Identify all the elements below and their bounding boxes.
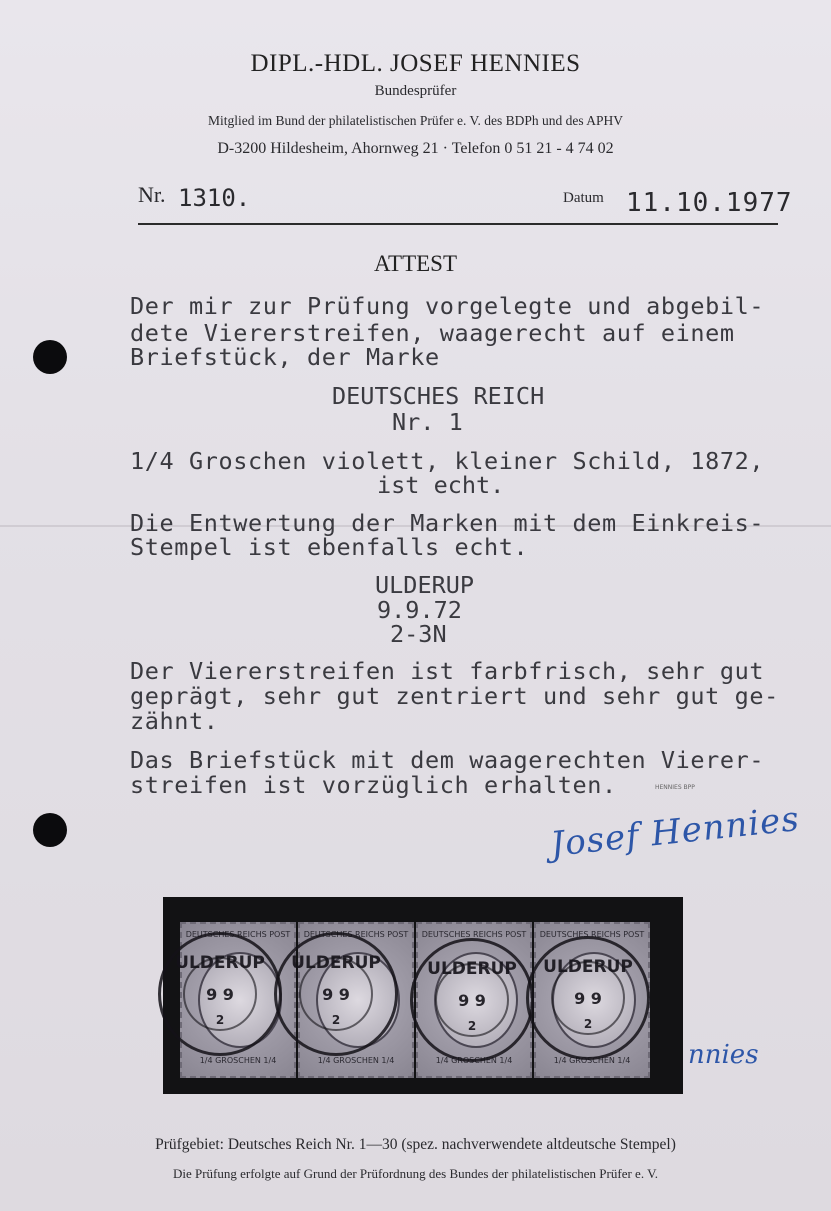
postmark <box>410 938 534 1062</box>
paragraph-line: Stempel ist ebenfalls echt. <box>130 533 529 561</box>
date-value: 11.10.1977 <box>626 188 793 218</box>
document-heading: ATTEST <box>373 251 458 276</box>
catalog-number: Nr. 1 <box>392 408 463 436</box>
genuine-line: ist echt. <box>377 471 505 499</box>
expert-name: DIPL.-HDL. JOSEF HENNIES <box>250 50 581 77</box>
footer-scope: Prüfgebiet: Deutsches Reich Nr. 1—30 (spez. nachverwendete altdeutsche Stempel) <box>155 1136 676 1153</box>
paragraph-line: zähnt. <box>130 707 219 735</box>
paragraph-line: Die Entwertung der Marken mit dem Einkreis- <box>130 509 765 537</box>
stamp-top-text: DEUTSCHES REICHS POST <box>539 930 645 939</box>
stamp-description: 1/4 Groschen violett, kleiner Schild, 1872, <box>130 447 765 475</box>
postmark <box>526 936 650 1060</box>
stamp-top-text: DEUTSCHES REICHS POST <box>303 930 409 939</box>
paragraph-line: Der mir zur Prüfung vorgelegte und abgebil- <box>130 292 765 320</box>
postmark-date: 9 9 <box>458 991 486 1010</box>
address-line: D-3200 Hildesheim, Ahornweg 21 · Telefon 0 51 21 - 4 74 02 <box>217 140 614 157</box>
postmark-place: ULDERUP <box>291 953 381 973</box>
postmark <box>158 932 282 1056</box>
postmark-year: 2 <box>583 1017 593 1031</box>
punch-hole-bottom <box>33 813 67 847</box>
stamp-value-text: 1/4 GROSCHEN 1/4 <box>435 1056 513 1065</box>
stamp-top-text: DEUTSCHES REICHS POST <box>185 930 291 939</box>
certificate-number: 1310. <box>178 184 251 212</box>
membership-line: Mitglied im Bund der philatelistischen Prüfer e. V. des BDPh und des APHV <box>208 113 623 128</box>
postmark-date: 9 9 <box>322 985 350 1004</box>
photo-signature: nnies <box>688 1040 759 1070</box>
paragraph-line: Das Briefstück mit dem waagerechten Vierer- <box>130 746 765 774</box>
expert-title: Bundesprüfer <box>374 83 457 99</box>
paragraph-line: geprägt, sehr gut zentriert und sehr gut ge- <box>130 682 779 710</box>
paragraph-line: Briefstück, der Marke <box>130 343 440 371</box>
postmark-place: ULDERUP <box>427 959 517 979</box>
cancel-date: 9.9.72 <box>377 596 462 624</box>
cancel-time: 2-3N <box>390 620 447 648</box>
paragraph-line: dete Viererstreifen, waagerecht auf einem <box>130 319 735 347</box>
postmark-year: 2 <box>331 1013 341 1027</box>
postmark-date: 9 9 <box>574 989 602 1008</box>
stamp-top-text: DEUTSCHES REICHS POST <box>421 930 527 939</box>
postmark-year: 2 <box>467 1019 477 1033</box>
paragraph-line: Der Viererstreifen ist farbfrisch, sehr gut <box>130 657 765 685</box>
signature: Josef Hennies <box>548 799 802 865</box>
postmark-place: ULDERUP <box>175 953 265 973</box>
punch-hole-top <box>33 340 67 374</box>
postmark <box>274 932 398 1056</box>
cancel-place: ULDERUP <box>375 571 475 599</box>
stamp-value-text: 1/4 GROSCHEN 1/4 <box>199 1056 277 1065</box>
country-line: DEUTSCHES REICH <box>332 382 545 410</box>
certificate-number-label: Nr. <box>138 182 166 207</box>
stamp-value-text: 1/4 GROSCHEN 1/4 <box>553 1056 631 1065</box>
paragraph-line: streifen ist vorzüglich erhalten. <box>130 771 617 799</box>
postmark-year: 2 <box>215 1013 225 1027</box>
postmark-date: 9 9 <box>206 985 234 1004</box>
postmark-place: ULDERUP <box>543 957 633 977</box>
divider-line <box>138 223 778 225</box>
stamp-value-text: 1/4 GROSCHEN 1/4 <box>317 1056 395 1065</box>
date-label: Datum <box>563 190 604 206</box>
expert-mark: HENNIES BPP <box>655 784 695 791</box>
footer-basis: Die Prüfung erfolgte auf Grund der Prüfordnung des Bundes der philatelistischen Prüfer e. V. <box>172 1166 659 1181</box>
